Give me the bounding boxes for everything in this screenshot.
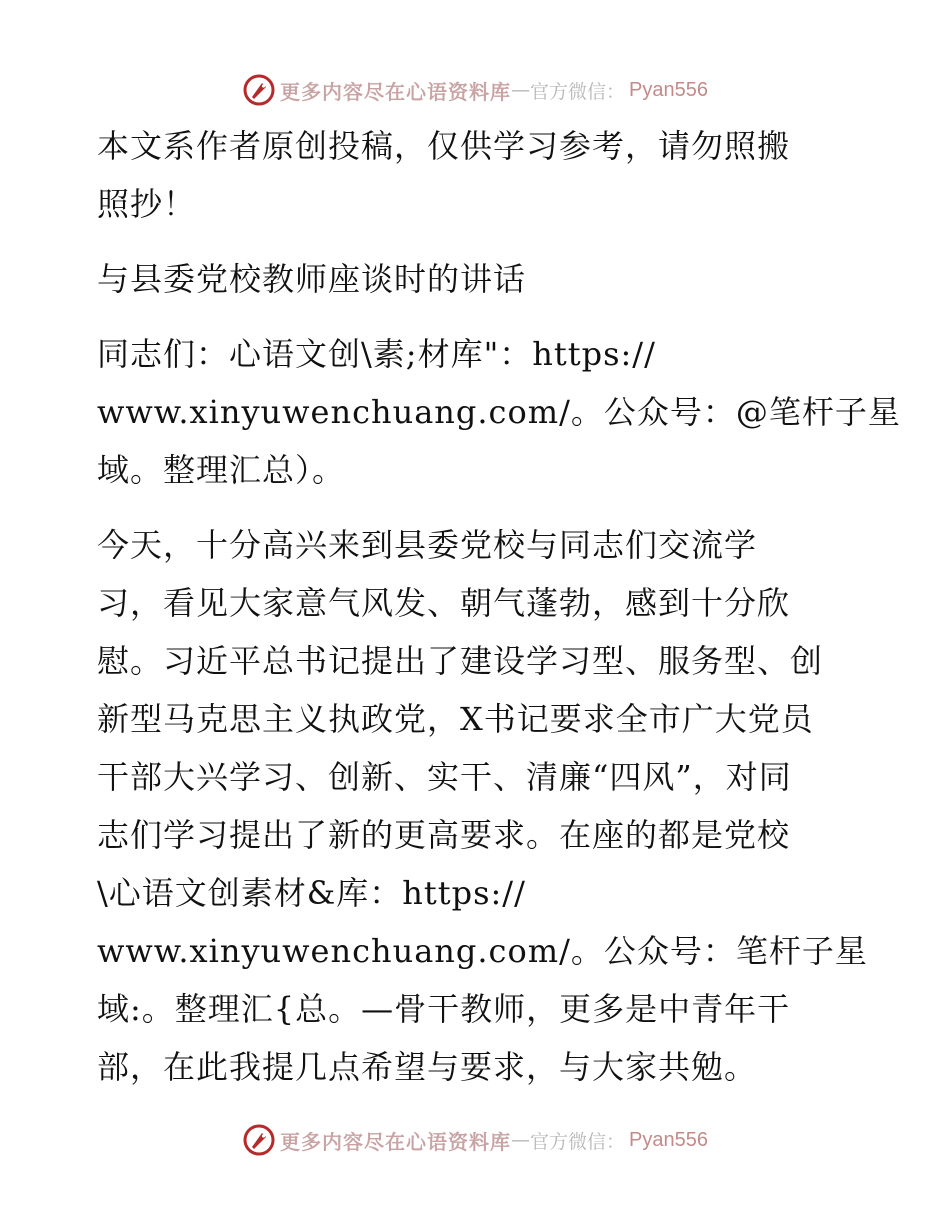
banner-text: 更多内容尽在心语资料库 — [280, 1129, 511, 1154]
text-line: 干部大兴学习、创新、实干、清廉“四风”，对同 — [97, 758, 792, 796]
text-line: \心语文创素材&库：https:// — [97, 874, 526, 912]
banner-text: 更多内容尽在心语资料库 — [280, 79, 511, 104]
banner-wechat-label: 官方微信 — [530, 80, 607, 103]
text-line: www.xinyuwenchuang.com/。公众号：@笔杆子星 — [97, 393, 901, 431]
text-line: 今天，十分高兴来到县委党校与同志们交流学 — [97, 526, 758, 564]
banner-wechat-id: Pyan556 — [629, 1128, 708, 1151]
text-line: 习，看见大家意气风发、朝气蓬勃，感到十分欣 — [97, 584, 791, 622]
banner-wechat-label: 官方微信 — [530, 1130, 607, 1153]
footer-watermark-banner — [0, 1120, 950, 1160]
text-line: 同志们：心语文创\素;材库"：https:// — [97, 335, 656, 373]
text-line: 域。整理汇总）。 — [97, 451, 346, 489]
banner-separator: — — [511, 1129, 530, 1151]
text-line: www.xinyuwenchuang.com/。公众号：笔杆子星 — [97, 932, 868, 970]
text-line: 照抄！ — [97, 185, 197, 223]
pen-nib-logo-icon — [242, 73, 276, 107]
banner-colon: ： — [606, 1130, 626, 1153]
text-line: 域:。整理汇{总。—骨干教师，更多是中青年干 — [97, 990, 791, 1028]
banner-colon: ： — [606, 80, 626, 103]
text-line: 志们学习提出了新的更高要求。在座的都是党校 — [97, 816, 791, 854]
banner-separator: — — [511, 79, 530, 101]
text-line: 慰。习近平总书记提出了建设学习型、服务型、创 — [97, 642, 824, 680]
text-line: 本文系作者原创投稿，仅供学习参考，请勿照搬 — [97, 127, 791, 165]
pen-nib-logo-icon — [242, 1123, 276, 1157]
text-line: 新型马克思主义执政党，X书记要求全市广大党员 — [97, 700, 814, 738]
text-line: 与县委党校教师座谈时的讲话 — [97, 260, 527, 298]
text-line: 部，在此我提几点希望与要求，与大家共勉。 — [97, 1048, 758, 1086]
banner-wechat-id: Pyan556 — [629, 78, 708, 101]
header-watermark-banner — [0, 70, 950, 110]
